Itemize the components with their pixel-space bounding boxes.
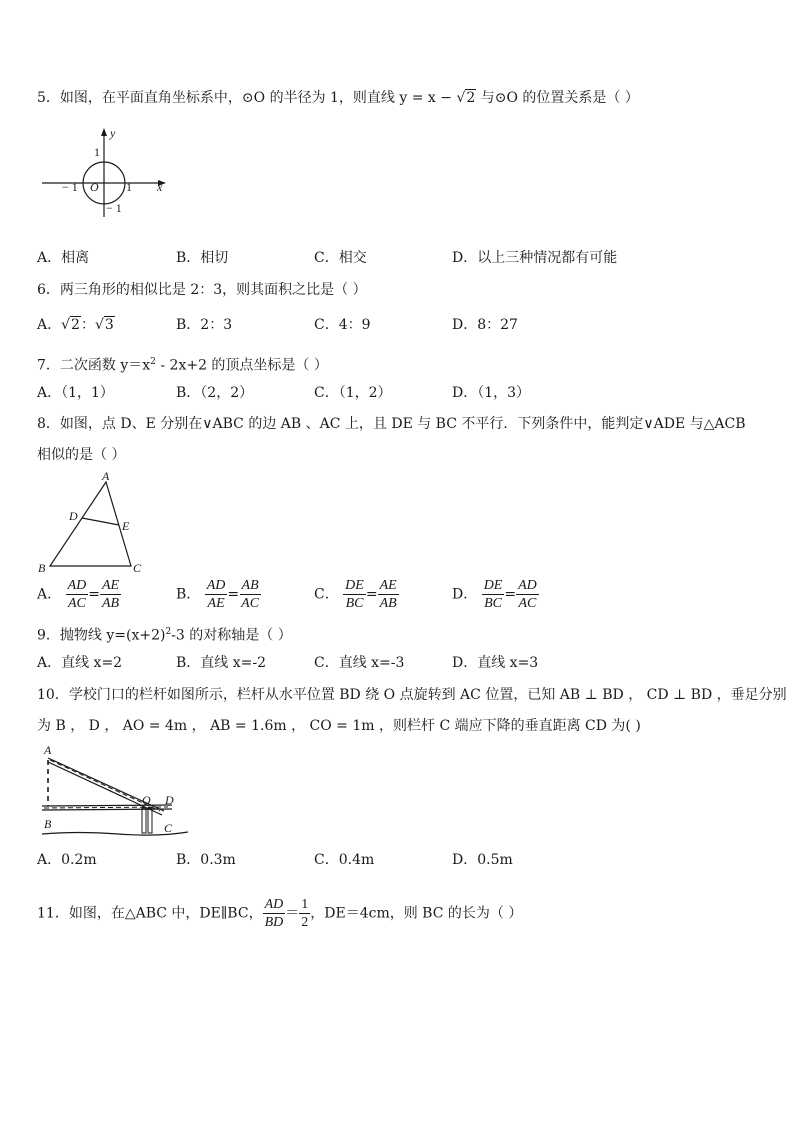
q11-fraction-one-half: $\frac{1}{2}$ bbox=[301, 897, 309, 930]
q8-triangle-figure bbox=[36, 470, 151, 575]
sqrt-2: √2 bbox=[456, 90, 476, 106]
q10-label-b: B bbox=[44, 817, 52, 831]
q5-label-neg-one-left: − 1 bbox=[62, 180, 78, 194]
q8-stem-line1: 8．如图，点 D、E 分别在∨ABC 的边 AB 、AC 上，且 DE 与 BC 不平行．下列条件中，能判定∨ADE 与△ACB bbox=[37, 416, 746, 432]
q9-option-d: D．直线 x=3 bbox=[452, 655, 539, 671]
q10-stem-line2: 为 B ， D ， AO = 4m ， AB = 1.6m ， CO = 1m ，则栏杆 C 端应下降的垂直距离 CD 为( ) bbox=[37, 718, 641, 734]
q8-option-d: D． $\frac{DE}{BC}$ = $\frac{AD}{AC}$ bbox=[452, 578, 537, 611]
q6-option-d: D．8：27 bbox=[452, 317, 518, 333]
q10-label-a: A bbox=[44, 743, 52, 757]
q11-stem: 11．如图，在△ABC 中，DE∥BC， $\frac{AD}{BD}$ ＝ $\frac{1}{2}$ ，DE＝4cm，则 BC 的长为（ ） bbox=[37, 897, 523, 930]
q5-option-b: B．相切 bbox=[176, 250, 229, 266]
q8-option-c: C． $\frac{DE}{BC}$ = $\frac{AE}{AB}$ bbox=[314, 578, 397, 611]
q5-coordinate-figure bbox=[38, 125, 173, 220]
q5-label-x: x bbox=[157, 180, 163, 194]
q6-option-c: C．4：9 bbox=[314, 317, 371, 333]
q6-stem: 6．两三角形的相似比是 2：3，则其面积之比是（ ） bbox=[37, 282, 367, 298]
q9-option-a: A．直线 x=2 bbox=[37, 655, 123, 671]
q5-option-d: D．以上三种情况都有可能 bbox=[452, 250, 618, 266]
q11-fraction-ad-bd: $\frac{AD}{BD}$ bbox=[264, 897, 284, 930]
q10-barrier-figure bbox=[38, 742, 190, 842]
q10-option-b: B．0.3m bbox=[176, 852, 236, 868]
q5-label-one-right: 1 bbox=[126, 180, 132, 194]
q8-stem-line2: 相似的是（ ） bbox=[37, 447, 126, 463]
q8-label-b: B bbox=[38, 561, 46, 575]
q9-option-c: C．直线 x=-3 bbox=[314, 655, 405, 671]
q10-option-a: A．0.2m bbox=[37, 852, 97, 868]
q6-option-b: B．2：3 bbox=[176, 317, 233, 333]
q10-stem-line1: 10．学校门口的栏杆如图所示，栏杆从水平位置 BD 绕 O 点旋转到 AC 位置，已知 AB ⊥ BD ， CD ⊥ BD ，垂足分别 bbox=[37, 687, 787, 703]
q8-label-c: C bbox=[133, 561, 142, 575]
q7-option-a: A．（1，1） bbox=[37, 385, 114, 401]
q8-label-e: E bbox=[122, 519, 130, 533]
q5-option-c: C．相交 bbox=[314, 250, 367, 266]
q10-option-c: C．0.4m bbox=[314, 852, 375, 868]
q10-option-d: D．0.5m bbox=[452, 852, 513, 868]
q7-option-c: C．（1，2） bbox=[314, 385, 392, 401]
q5-label-one-top: 1 bbox=[94, 145, 100, 159]
q8-option-a: A． $\frac{AD}{AC}$ = $\frac{AE}{AB}$ bbox=[37, 578, 120, 611]
q9-stem: 9．抛物线 $y=(x+2)^2-3$ 的对称轴是（ ） bbox=[37, 627, 292, 644]
q5-label-neg-one-bottom: − 1 bbox=[106, 201, 122, 215]
q10-label-c: C bbox=[164, 821, 173, 835]
q5-label-origin: O bbox=[90, 180, 99, 194]
q7-option-b: B．（2，2） bbox=[176, 385, 254, 401]
q5-label-y: y bbox=[110, 126, 116, 140]
q7-option-d: D．（1，3） bbox=[452, 385, 531, 401]
q6-option-a: A．√2：√3 bbox=[37, 317, 114, 333]
q8-option-b: B． $\frac{AD}{AE}$ = $\frac{AB}{AC}$ bbox=[176, 578, 260, 611]
q8-label-d: D bbox=[69, 509, 78, 523]
q8-label-a: A bbox=[102, 470, 110, 483]
q5-option-a: A．相离 bbox=[37, 250, 90, 266]
q10-label-o: O bbox=[142, 793, 151, 807]
q5-stem: 5．如图，在平面直角坐标系中，⊙O 的半径为 1，则直线 y = x − √2 与⊙O 的位置关系是（ ） bbox=[37, 90, 639, 106]
q7-stem: 7．二次函数 $y=x^2 - 2x+2$ 的顶点坐标是（ ） bbox=[37, 357, 328, 374]
q9-option-b: B．直线 x=-2 bbox=[176, 655, 267, 671]
q10-label-d: D bbox=[165, 793, 174, 807]
